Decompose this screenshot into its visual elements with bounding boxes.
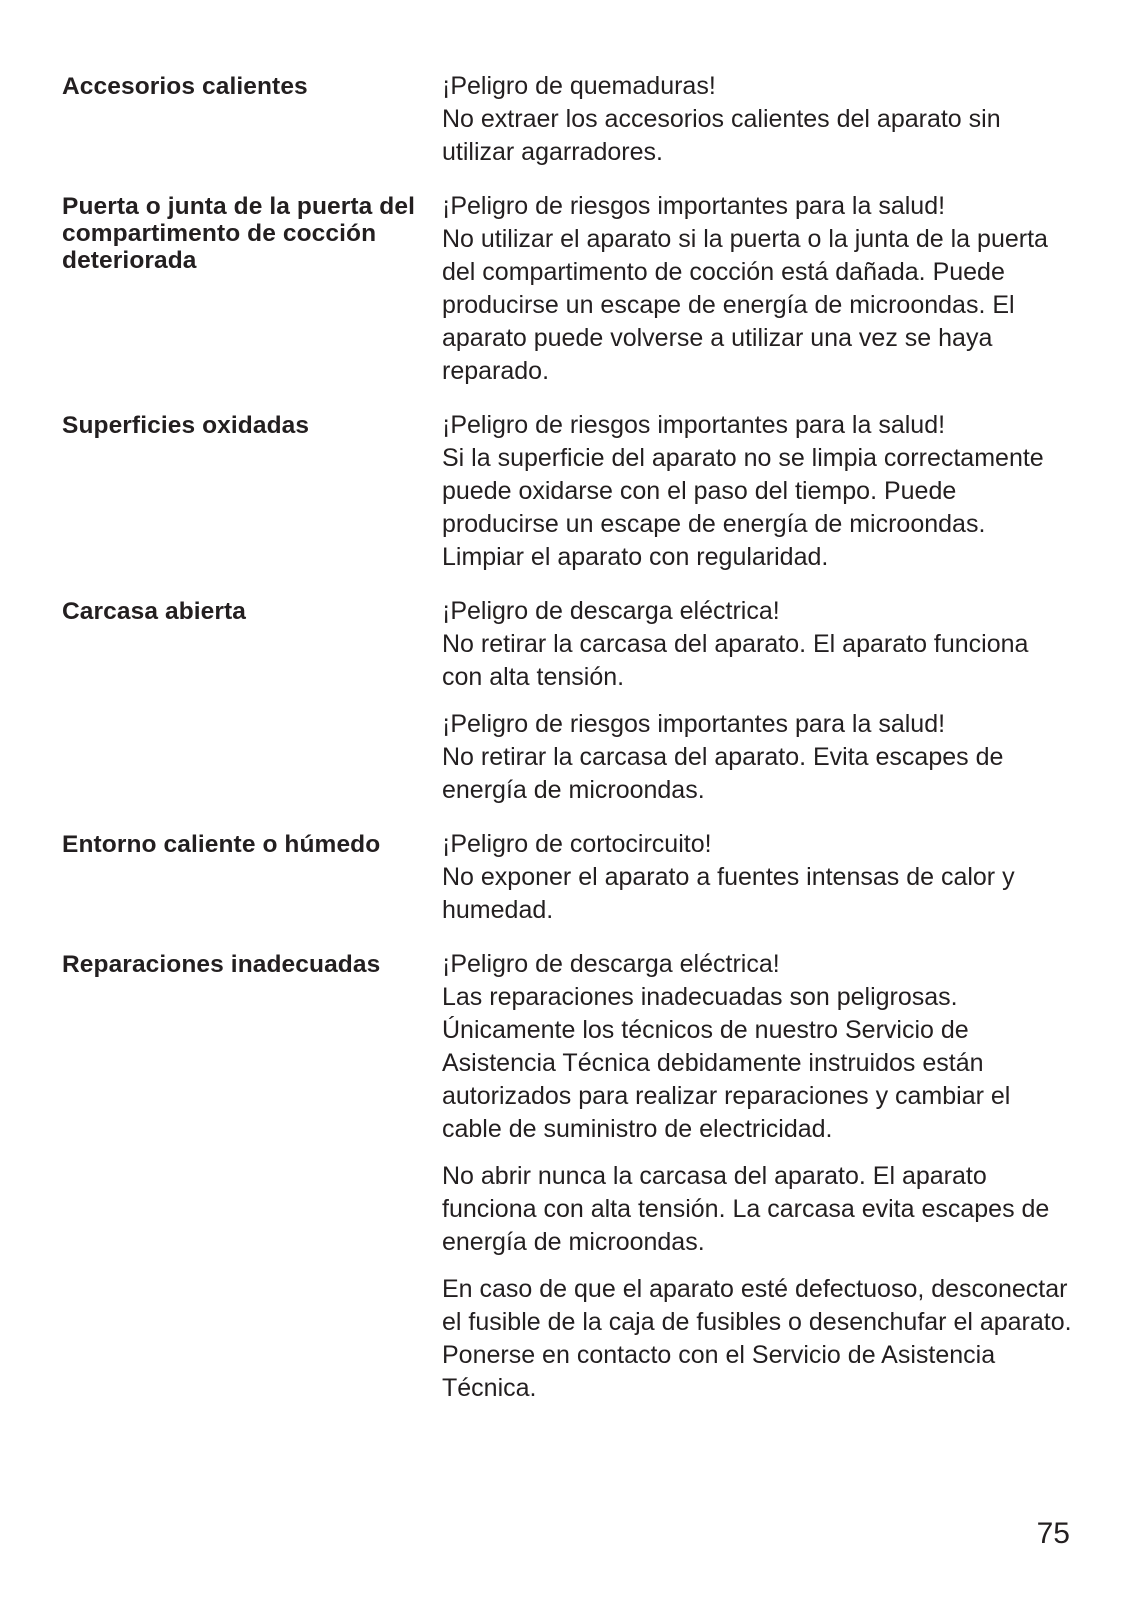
instruction-text: No retirar la carcasa del aparato. Evita escapes de energía de microondas. <box>442 743 1004 804</box>
safety-section <box>62 948 1072 1405</box>
warning-line: ¡Peligro de descarga eléctrica! <box>442 597 780 625</box>
section-paragraph <box>442 1273 1072 1405</box>
safety-section <box>62 70 1072 169</box>
section-paragraph <box>442 595 1072 694</box>
warning-line: ¡Peligro de quemaduras! <box>442 72 716 100</box>
safety-sections <box>62 70 1072 1426</box>
section-paragraph <box>442 190 1072 388</box>
warning-line: ¡Peligro de descarga eléctrica! <box>442 950 780 978</box>
section-paragraph <box>442 708 1072 807</box>
section-heading: Accesorios calientes <box>62 73 308 100</box>
instruction-text: No retirar la carcasa del aparato. El aparato funciona con alta tensión. <box>442 630 1029 691</box>
section-paragraph <box>442 1160 1072 1259</box>
section-content <box>442 409 1072 574</box>
section-paragraph <box>442 409 1072 574</box>
page-number: 75 <box>1036 1517 1070 1550</box>
section-content <box>442 190 1072 388</box>
warning-line: ¡Peligro de cortocircuito! <box>442 830 712 858</box>
section-heading: Superficies oxidadas <box>62 412 310 439</box>
safety-section <box>62 190 1072 388</box>
safety-section <box>62 828 1072 927</box>
instruction-text: Las reparaciones inadecuadas son peligrosas. Únicamente los técnicos de nuestro Servicio de Asistencia Técnica debidamente instruidos están autorizados para realizar reparaciones y cambiar el cable de suministro de electricidad. <box>442 983 1011 1143</box>
instruction-text: No extraer los accesorios calientes del aparato sin utilizar agarradores. <box>442 105 1001 166</box>
section-content <box>442 595 1072 807</box>
section-content <box>442 948 1072 1405</box>
warning-line: ¡Peligro de riesgos importantes para la salud! <box>442 710 946 738</box>
section-paragraph <box>442 828 1072 927</box>
warning-line: ¡Peligro de riesgos importantes para la salud! <box>442 192 946 220</box>
instruction-text: No utilizar el aparato si la puerta o la junta de la puerta del compartimento de cocción está dañada. Puede producirse un escape de energía de microondas. El aparato puede volverse a utilizar una vez se haya reparado. <box>442 225 1048 385</box>
instruction-text: No exponer el aparato a fuentes intensas de calor y humedad. <box>442 863 1015 924</box>
section-heading: Entorno caliente o húmedo <box>62 831 381 858</box>
safety-section <box>62 409 1072 574</box>
section-heading: Reparaciones inadecuadas <box>62 951 381 978</box>
section-heading: Carcasa abierta <box>62 598 247 625</box>
safety-section <box>62 595 1072 807</box>
instruction-text: Si la superficie del aparato no se limpia correctamente puede oxidarse con el paso del tiempo. Puede producirse un escape de energía de microondas. Limpiar el aparato con regularidad. <box>442 444 1044 571</box>
instruction-text: En caso de que el aparato esté defectuoso, desconectar el fusible de la caja de fusibles o desenchufar el aparato. Ponerse en contacto con el Servicio de Asistencia Técnica. <box>442 1275 1072 1402</box>
instruction-text: No abrir nunca la carcasa del aparato. El aparato funciona con alta tensión. La carcasa evita escapes de energía de microondas. <box>442 1162 1050 1256</box>
section-content <box>442 70 1072 169</box>
warning-line: ¡Peligro de riesgos importantes para la salud! <box>442 411 946 439</box>
section-heading: Puerta o junta de la puerta del compartimento de cocción deteriorada <box>62 193 415 274</box>
section-content <box>442 828 1072 927</box>
section-paragraph <box>442 70 1072 169</box>
section-paragraph <box>442 948 1072 1146</box>
